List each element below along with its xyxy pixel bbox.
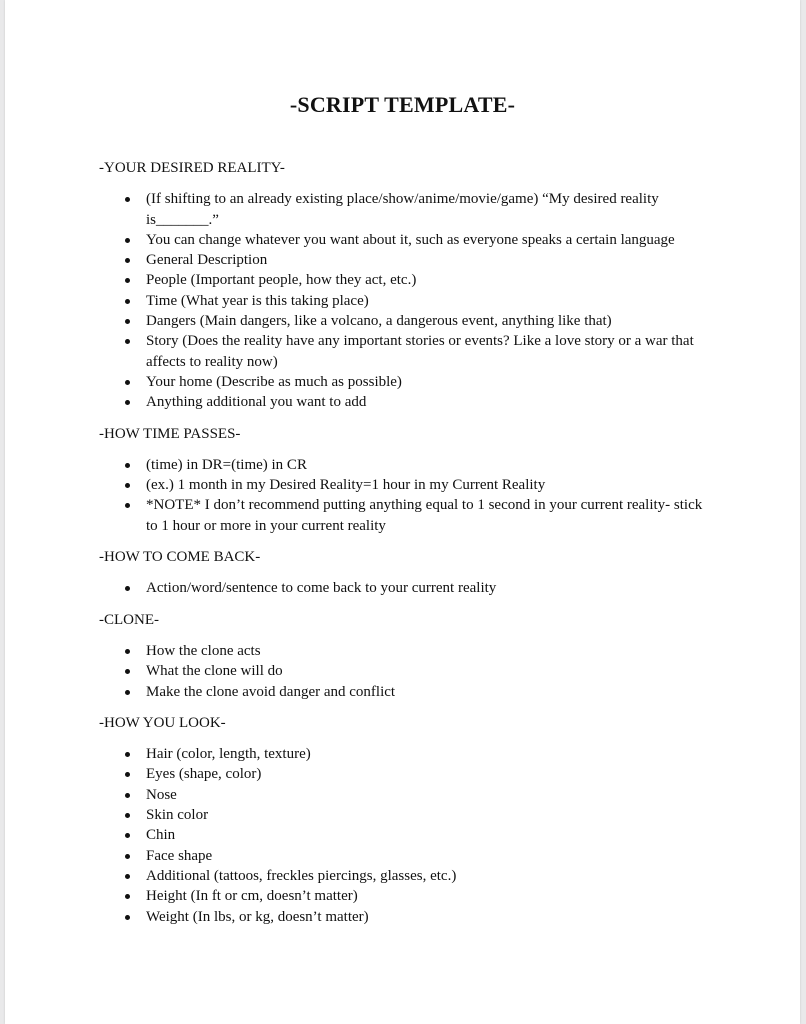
section-how-to-come-back [99, 547, 709, 599]
list-item: Height (In ft or cm, doesn’t matter) [99, 886, 709, 906]
list-item: Action/word/sentence to come back to your current reality [99, 578, 709, 598]
section-how-you-look [99, 713, 709, 927]
list-item: (If shifting to an already existing place/show/anime/movie/game) “My desired reality is_______.” [99, 189, 709, 230]
list-item: Chin [99, 825, 709, 845]
section-heading: -HOW TIME PASSES- [99, 425, 241, 442]
bullet-list [99, 641, 709, 702]
section-heading: -YOUR DESIRED REALITY- [99, 160, 285, 176]
section-heading: -CLONE- [99, 611, 159, 628]
section-heading: -HOW YOU LOOK- [99, 714, 226, 731]
list-item: Additional (tattoos, freckles piercings, glasses, etc.) [99, 866, 709, 886]
list-item: How the clone acts [99, 641, 709, 661]
section-how-time-passes [99, 424, 709, 536]
list-item: (ex.) 1 month in my Desired Reality=1 hour in my Current Reality [99, 475, 709, 495]
document-page [5, 0, 800, 1024]
bullet-list [99, 189, 709, 412]
section-heading: -HOW TO COME BACK- [99, 549, 261, 566]
bullet-list [99, 744, 709, 927]
list-item: Face shape [99, 846, 709, 866]
list-item: General Description [99, 250, 709, 270]
list-item: Anything additional you want to add [99, 392, 709, 412]
list-item: (time) in DR=(time) in CR [99, 455, 709, 475]
bullet-list [99, 455, 709, 536]
document-body [99, 158, 709, 938]
list-item: Dangers (Main dangers, like a volcano, a dangerous event, anything like that) [99, 311, 709, 331]
list-item: You can change whatever you want about it, such as everyone speaks a certain language [99, 230, 709, 250]
section-clone [99, 610, 709, 702]
list-item: People (Important people, how they act, etc.) [99, 270, 709, 290]
bullet-list [99, 578, 709, 598]
list-item: Weight (In lbs, or kg, doesn’t matter) [99, 907, 709, 927]
list-item: Time (What year is this taking place) [99, 291, 709, 311]
list-item: Nose [99, 785, 709, 805]
list-item: Story (Does the reality have any important stories or events? Like a love story or a war that affects to reality now) [99, 331, 709, 372]
list-item: *NOTE* I don’t recommend putting anything equal to 1 second in your current reality- stick to 1 hour or more in your current reality [99, 495, 709, 536]
list-item: Your home (Describe as much as possible) [99, 372, 709, 392]
section-desired-reality [99, 158, 709, 413]
list-item: Skin color [99, 805, 709, 825]
list-item: Make the clone avoid danger and conflict [99, 682, 709, 702]
list-item: Hair (color, length, texture) [99, 744, 709, 764]
list-item: Eyes (shape, color) [99, 764, 709, 784]
list-item: What the clone will do [99, 661, 709, 681]
page-title: -SCRIPT TEMPLATE- [289, 92, 516, 117]
